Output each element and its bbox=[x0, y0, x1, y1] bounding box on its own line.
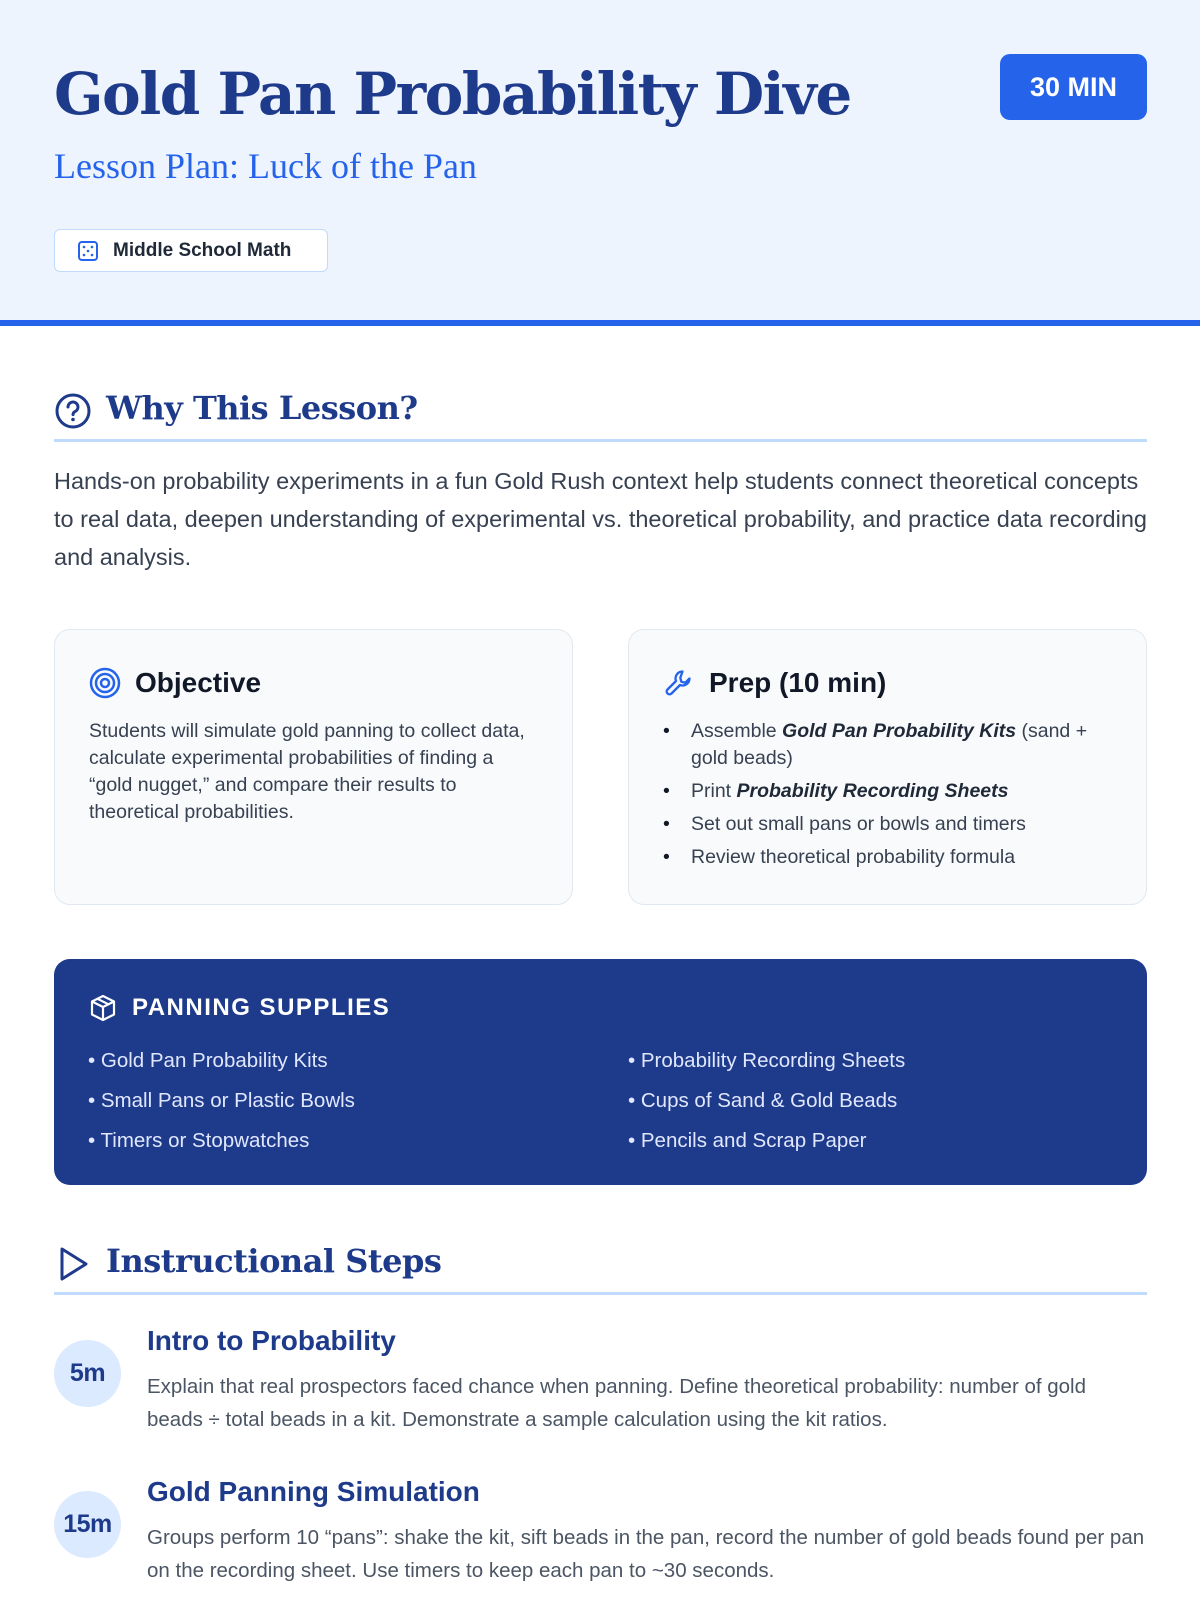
prep-card bbox=[628, 629, 1147, 905]
prep-item: • Print Probability Recording Sheets bbox=[663, 778, 1112, 805]
supply-item: • Pencils and Scrap Paper bbox=[628, 1129, 867, 1152]
supplies-list bbox=[88, 1041, 1118, 1161]
supply-item: • Timers or Stopwatches bbox=[88, 1129, 310, 1152]
prep-list bbox=[663, 718, 1112, 871]
dice-icon bbox=[77, 240, 99, 262]
why-section-header bbox=[54, 388, 1147, 442]
step-item bbox=[54, 1323, 1147, 1453]
step-time-badge: 5m bbox=[54, 1340, 121, 1407]
supply-item: • Gold Pan Probability Kits bbox=[88, 1049, 328, 1072]
duration-label: 30 MIN bbox=[1029, 71, 1118, 102]
supply-item: • Probability Recording Sheets bbox=[628, 1049, 906, 1072]
question-circle-icon bbox=[54, 392, 92, 430]
prep-item: • Set out small pans or bowls and timers bbox=[663, 811, 1112, 838]
objective-card bbox=[54, 629, 573, 905]
prep-item: • Review theoretical probability formula bbox=[663, 844, 1112, 871]
subject-tag bbox=[54, 229, 328, 272]
step-time-badge: 15m bbox=[54, 1491, 121, 1558]
subject-tag-label: Middle School Math bbox=[113, 239, 292, 261]
supply-item: • Small Pans or Plastic Bowls bbox=[88, 1089, 355, 1112]
step-description: Explain that real prospectors faced chance when panning. Define theoretical probability: number of gold beads ÷ total beads in a kit. Demonstrate a sample calculation using the kit ratios. bbox=[147, 1375, 1087, 1431]
objective-heading: Objective bbox=[135, 667, 262, 698]
steps-heading: Instructional Steps bbox=[106, 1242, 442, 1280]
target-icon bbox=[89, 667, 121, 699]
objective-text: Students will simulate gold panning to collect data, calculate experimental probabilities of finding a “gold nugget,” and compare their results to theoretical probabilities. bbox=[89, 720, 525, 823]
supply-item: • Cups of Sand & Gold Beads bbox=[628, 1089, 898, 1112]
steps-section-header bbox=[54, 1241, 1147, 1295]
lesson-header bbox=[0, 0, 1200, 326]
page-subtitle: Lesson Plan: Luck of the Pan bbox=[54, 146, 477, 186]
prep-item: • Assemble Gold Pan Probability Kits (sand + gold beads) bbox=[663, 718, 1112, 772]
why-text: Hands-on probability experiments in a fun Gold Rush context help students connect theoretical concepts to real data, deepen understanding of experimental vs. theoretical probability, and practice data recording and analysis. bbox=[54, 468, 1147, 570]
why-heading: Why This Lesson? bbox=[106, 389, 418, 427]
supplies-heading: PANNING SUPPLIES bbox=[132, 994, 391, 1021]
wrench-icon bbox=[663, 667, 695, 699]
play-icon bbox=[54, 1245, 92, 1283]
step-title: Intro to Probability bbox=[147, 1325, 396, 1356]
duration-badge bbox=[1000, 54, 1147, 120]
step-title: Gold Panning Simulation bbox=[147, 1476, 480, 1507]
supplies-panel bbox=[54, 959, 1147, 1185]
step-item bbox=[54, 1474, 1147, 1600]
step-description: Groups perform 10 “pans”: shake the kit, sift beads in the pan, record the number of gold beads found per pan on the recording sheet. Use timers to keep each pan to ~30 seconds. bbox=[147, 1526, 1145, 1582]
prep-heading: Prep (10 min) bbox=[709, 667, 887, 698]
box-icon bbox=[88, 993, 118, 1023]
page-title: Gold Pan Probability Dive bbox=[54, 60, 851, 128]
